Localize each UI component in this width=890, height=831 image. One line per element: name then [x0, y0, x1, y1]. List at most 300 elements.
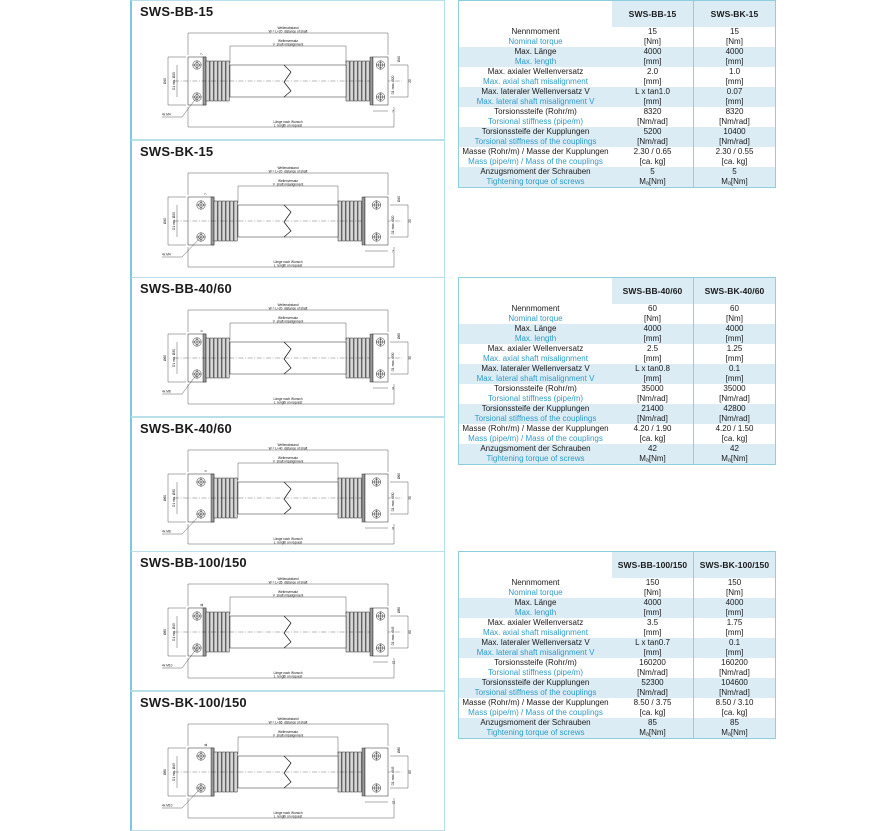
spec-value-cell [694, 324, 776, 344]
spec-value: 4.20 / 1.90 [633, 424, 672, 433]
spec-value: 42 [648, 444, 657, 453]
table-row [459, 127, 776, 147]
spec-table [458, 551, 776, 739]
coupling-drawing-svg [132, 436, 445, 556]
svg-text:V shaft misalignment: V shaft misalignment [272, 42, 304, 47]
spec-unit: [ca. kg] [721, 434, 748, 443]
drawing-panel-bb [130, 0, 445, 140]
spec-label-en: Max. length [514, 57, 557, 66]
spec-unit: [Nm/rad] [637, 394, 668, 403]
spec-value: 5 [650, 167, 655, 176]
spec-unit: [Nm/rad] [637, 668, 668, 677]
spec-unit: [ca. kg] [721, 157, 748, 166]
table-row [459, 404, 776, 424]
spec-label-de: Masse (Rohr/m) / Masse der Kupplungen [462, 147, 609, 156]
spec-value-cell [694, 618, 776, 638]
svg-text:Ø40: Ø40 [163, 77, 167, 85]
svg-text:Länge nach Wunsch: Länge nach Wunsch [273, 396, 303, 401]
spec-unit: [mm] [725, 648, 744, 657]
spec-unit: [Nm] [644, 37, 661, 46]
svg-text:7: 7 [392, 109, 394, 114]
spec-unit: [mm] [643, 608, 662, 617]
spec-unit: [ca. kg] [639, 157, 666, 166]
spec-unit: [mm] [643, 57, 662, 66]
spec-label-cell [459, 598, 613, 618]
column-header-spacer [459, 278, 613, 305]
spec-value-cell [612, 47, 694, 67]
drawing-panel-bk [130, 691, 445, 831]
svg-text:V shaft misalignment: V shaft misalignment [272, 733, 304, 738]
spec-unit: [Nm/rad] [719, 688, 750, 697]
spec-value-cell [612, 67, 694, 87]
spec-unit: [mm] [725, 354, 744, 363]
svg-text:Ø60: Ø60 [397, 332, 401, 340]
spec-unit: Mₐ[Nm] [639, 454, 666, 463]
spec-value: 1.25 [726, 344, 743, 353]
spec-value: 150 [727, 578, 742, 587]
table-row [459, 384, 776, 404]
svg-text:9: 9 [392, 386, 394, 391]
spec-table-column [450, 551, 890, 739]
drawing-panel-bk [130, 140, 445, 280]
drawing-area [132, 570, 444, 690]
table-row [459, 618, 776, 638]
spec-label-cell [459, 324, 613, 344]
svg-text:D1 min. Ø45: D1 min. Ø45 [172, 623, 176, 641]
spec-value: 160200 [721, 658, 748, 667]
svg-text:L length on request: L length on request [273, 400, 303, 405]
svg-text:V shaft misalignment: V shaft misalignment [272, 319, 304, 324]
table-row [459, 107, 776, 127]
spec-label-cell [459, 27, 613, 47]
column-header-model: SWS-BB-40/60 [612, 278, 694, 305]
spec-value: 4000 [725, 47, 744, 56]
svg-text:7: 7 [392, 249, 394, 254]
spec-label-cell [459, 364, 613, 384]
spec-value-cell [694, 638, 776, 658]
spec-label-cell [459, 47, 613, 67]
svg-text:11: 11 [392, 660, 396, 665]
spec-value-cell [694, 658, 776, 678]
column-header-model: SWS-BB-100/150 [612, 552, 694, 579]
spec-value: 0.1 [728, 364, 741, 373]
svg-text:V shaft misalignment: V shaft misalignment [272, 593, 304, 598]
spec-label-en: Torsional stiffness (pipe/m) [488, 394, 583, 403]
spec-label-cell [459, 444, 613, 465]
drawing-title: SWS-BB-40/60 [140, 281, 232, 296]
column-header-spacer [459, 1, 613, 28]
table-header-row [459, 552, 776, 579]
spec-label-en: Torsional stiffness of the couplings [474, 414, 597, 423]
spec-value: 60 [730, 304, 739, 313]
spec-label-de: Max. lateraler Wellenversatz V [481, 364, 590, 373]
spec-value-cell [612, 618, 694, 638]
spec-value-cell [612, 638, 694, 658]
spec-table-column [450, 277, 890, 465]
spec-label-de: Torsionssteife der Kupplungen [481, 127, 590, 136]
spec-label-en: Mass (pipe/m) / Mass of the couplings [468, 157, 603, 166]
spec-label-cell [459, 678, 613, 698]
svg-text:W = L+20 distance of shaft: W = L+20 distance of shaft [268, 306, 308, 311]
svg-text:Wellenabstand: Wellenabstand [277, 25, 299, 30]
spec-label-cell [459, 107, 613, 127]
svg-text:Wellenversatz: Wellenversatz [278, 178, 298, 183]
svg-text:4x M8: 4x M8 [162, 529, 171, 534]
spec-value-cell [612, 167, 694, 188]
spec-label-de: Torsionssteife (Rohr/m) [494, 658, 577, 667]
spec-value-cell [612, 698, 694, 718]
coupling-drawing-svg [132, 19, 445, 139]
svg-text:Ø80: Ø80 [163, 628, 167, 636]
product-group [0, 551, 890, 831]
spec-label-cell [459, 167, 613, 188]
drawing-area [132, 436, 444, 556]
svg-text:W = L+66 distance of shaft: W = L+66 distance of shaft [268, 720, 308, 725]
svg-text:Wellenversatz: Wellenversatz [278, 589, 298, 594]
spec-label-en: Torsional stiffness (pipe/m) [488, 117, 583, 126]
table-header-row [459, 278, 776, 305]
table-row [459, 598, 776, 618]
spec-label-cell [459, 384, 613, 404]
drawing-title: SWS-BK-15 [140, 144, 214, 159]
spec-value-cell [694, 444, 776, 465]
svg-text:W = L+35 distance of shaft: W = L+35 distance of shaft [268, 580, 308, 585]
spec-label-cell [459, 304, 613, 324]
svg-text:Ø60: Ø60 [163, 494, 167, 502]
svg-text:9: 9 [392, 526, 394, 531]
table-row [459, 47, 776, 67]
table-row [459, 167, 776, 188]
spec-value: 5 [732, 167, 737, 176]
spec-unit: [mm] [725, 374, 744, 383]
spec-value: 85 [648, 718, 657, 727]
spec-value: 35000 [641, 384, 664, 393]
svg-text:W = L+40 distance of shaft: W = L+40 distance of shaft [268, 446, 308, 451]
spec-value-cell [694, 578, 776, 598]
table-row [459, 578, 776, 598]
spec-value: 8.50 / 3.75 [633, 698, 672, 707]
svg-text:Ø80: Ø80 [397, 746, 401, 754]
svg-text:D1 max. Ø20: D1 max. Ø20 [391, 75, 395, 95]
spec-value-cell [612, 678, 694, 698]
spec-unit: Mₐ[Nm] [639, 177, 666, 186]
spec-value-cell [694, 87, 776, 107]
spec-value-cell [694, 107, 776, 127]
spec-value: 2.30 / 0.65 [633, 147, 672, 156]
svg-text:D1 max. Ø20: D1 max. Ø20 [391, 215, 395, 235]
spec-table [458, 0, 776, 188]
column-header-model: SWS-BB-15 [612, 1, 694, 28]
spec-value-cell [694, 718, 776, 739]
spec-value: 150 [645, 578, 660, 587]
spec-value: 8320 [725, 107, 744, 116]
spec-value: 5200 [643, 127, 662, 136]
svg-text:20: 20 [408, 219, 412, 223]
spec-label-cell [459, 424, 613, 444]
spec-value-cell [694, 344, 776, 364]
spec-unit: Mₐ[Nm] [721, 454, 748, 463]
spec-value-cell [612, 384, 694, 404]
spec-value-cell [612, 364, 694, 384]
svg-text:9: 9 [200, 330, 204, 332]
spec-value: 1.75 [726, 618, 743, 627]
spec-label-de: Nennmoment [511, 27, 560, 36]
spec-unit: [ca. kg] [721, 708, 748, 717]
spec-value: 52300 [641, 678, 664, 687]
spec-unit: [Nm] [644, 588, 661, 597]
spec-label-cell [459, 718, 613, 739]
spec-label-en: Max. lateral shaft misalignment V [476, 97, 595, 106]
spec-unit: [Nm/rad] [637, 688, 668, 697]
svg-text:L length on request: L length on request [273, 540, 303, 545]
svg-text:Länge nach Wunsch: Länge nach Wunsch [273, 670, 303, 675]
spec-label-en: Max. axial shaft misalignment [483, 77, 588, 86]
svg-text:11: 11 [200, 603, 204, 607]
drawing-title: SWS-BK-100/150 [140, 695, 247, 710]
spec-unit: Mₐ[Nm] [721, 177, 748, 186]
spec-unit: [Nm/rad] [719, 414, 750, 423]
svg-text:D1 max. Ø45: D1 max. Ø45 [391, 626, 395, 646]
spec-value: 4.20 / 1.50 [715, 424, 754, 433]
drawing-title: SWS-BK-40/60 [140, 421, 232, 436]
spec-unit: [mm] [643, 334, 662, 343]
spec-value-cell [612, 324, 694, 344]
table-row [459, 364, 776, 384]
spec-value: 42800 [723, 404, 746, 413]
svg-text:D1 max. Ø45: D1 max. Ø45 [391, 766, 395, 786]
spec-value: 4000 [725, 598, 744, 607]
spec-label-cell [459, 578, 613, 598]
column-header-model: SWS-BK-40/60 [694, 278, 776, 305]
spec-value: 2.5 [646, 344, 659, 353]
spec-label-de: Torsionssteife (Rohr/m) [494, 384, 577, 393]
svg-text:L length on request: L length on request [273, 123, 303, 128]
spec-unit: [mm] [643, 374, 662, 383]
svg-text:D1 min. Ø45: D1 min. Ø45 [172, 763, 176, 781]
spec-label-de: Max. axialer Wellenversatz [487, 618, 584, 627]
spec-unit: [mm] [725, 608, 744, 617]
svg-text:Wellenabstand: Wellenabstand [277, 442, 299, 447]
svg-text:L length on request: L length on request [273, 263, 303, 268]
spec-label-de: Max. axialer Wellenversatz [487, 344, 584, 353]
column-header-model: SWS-BK-100/150 [694, 552, 776, 579]
spec-value-cell [612, 107, 694, 127]
table-row [459, 698, 776, 718]
svg-text:11: 11 [204, 743, 208, 747]
spec-unit: [Nm] [726, 588, 743, 597]
svg-text:Wellenversatz: Wellenversatz [278, 455, 298, 460]
spec-value: 0.1 [728, 638, 741, 647]
coupling-drawing-svg [132, 570, 445, 690]
spec-unit: [Nm] [644, 314, 661, 323]
spec-unit: [mm] [643, 354, 662, 363]
spec-value-cell [612, 658, 694, 678]
svg-text:Wellenversatz: Wellenversatz [278, 38, 298, 43]
spec-label-en: Tightening torque of screws [486, 728, 585, 737]
spec-value-cell [612, 344, 694, 364]
spec-label-de: Torsionssteife der Kupplungen [481, 678, 590, 687]
svg-text:D1 min. Ø30: D1 min. Ø30 [172, 489, 176, 507]
coupling-drawing-svg [132, 159, 445, 279]
table-row [459, 678, 776, 698]
svg-text:V shaft misalignment: V shaft misalignment [272, 182, 304, 187]
table-row [459, 658, 776, 678]
svg-text:D1 min. Ø20: D1 min. Ø20 [172, 212, 176, 230]
table-row [459, 638, 776, 658]
spec-value-cell [694, 404, 776, 424]
product-group [0, 0, 890, 280]
spec-label-en: Max. lateral shaft misalignment V [476, 648, 595, 657]
spec-unit: [mm] [725, 628, 744, 637]
svg-text:7: 7 [200, 53, 204, 55]
spec-label-cell [459, 67, 613, 87]
coupling-drawing-svg [132, 296, 445, 416]
spec-label-en: Tightening torque of screws [486, 177, 585, 186]
spec-unit: Mₐ[Nm] [721, 728, 748, 737]
spec-label-en: Nominal torque [508, 588, 563, 597]
spec-label-en: Torsional stiffness of the couplings [474, 137, 597, 146]
svg-text:D1 max. Ø30: D1 max. Ø30 [391, 492, 395, 512]
spec-unit: [mm] [643, 628, 662, 637]
svg-text:20: 20 [408, 79, 412, 83]
drawing-area [132, 159, 444, 279]
spec-value: 8320 [643, 107, 662, 116]
svg-text:Ø60: Ø60 [397, 472, 401, 480]
svg-text:Wellenabstand: Wellenabstand [277, 576, 299, 581]
svg-text:4x M8: 4x M8 [162, 389, 171, 394]
spec-label-de: Nennmoment [511, 304, 560, 313]
svg-text:4x M4: 4x M4 [162, 112, 171, 117]
spec-value-cell [612, 87, 694, 107]
spec-unit: [Nm/rad] [637, 117, 668, 126]
svg-text:4x M4: 4x M4 [162, 252, 171, 257]
spec-value: 10400 [723, 127, 746, 136]
svg-text:Wellenabstand: Wellenabstand [277, 716, 299, 721]
spec-value: 4000 [643, 47, 662, 56]
spec-value-cell [694, 167, 776, 188]
spec-unit: Mₐ[Nm] [639, 728, 666, 737]
spec-label-de: Anzugsmoment der Schrauben [480, 167, 591, 176]
spec-label-en: Max. length [514, 608, 557, 617]
svg-text:9: 9 [204, 470, 208, 472]
svg-text:W = L+20 distance of shaft: W = L+20 distance of shaft [268, 29, 308, 34]
drawing-panel-bb [130, 277, 445, 417]
spec-label-de: Masse (Rohr/m) / Masse der Kupplungen [462, 698, 609, 707]
svg-text:Länge nach Wunsch: Länge nach Wunsch [273, 119, 303, 124]
spec-label-en: Nominal torque [508, 314, 563, 323]
spec-value: L x tan1.0 [635, 87, 670, 96]
spec-label-cell [459, 404, 613, 424]
spec-label-en: Max. length [514, 334, 557, 343]
spec-value-cell [612, 147, 694, 167]
spec-value-cell [694, 304, 776, 324]
spec-unit: [Nm/rad] [637, 414, 668, 423]
svg-text:4x M10: 4x M10 [162, 663, 173, 668]
svg-text:Ø40: Ø40 [163, 217, 167, 225]
svg-text:60: 60 [408, 770, 412, 774]
spec-value-cell [694, 147, 776, 167]
spec-value-cell [612, 444, 694, 465]
spec-value-cell [694, 67, 776, 87]
drawing-title: SWS-BB-100/150 [140, 555, 247, 570]
spec-unit: [mm] [725, 97, 744, 106]
spec-label-en: Mass (pipe/m) / Mass of the couplings [468, 708, 603, 717]
spec-label-cell [459, 658, 613, 678]
drawings-column [0, 277, 450, 557]
svg-text:Länge nach Wunsch: Länge nach Wunsch [273, 259, 303, 264]
table-row [459, 147, 776, 167]
spec-unit: [Nm/rad] [637, 137, 668, 146]
svg-text:Ø40: Ø40 [397, 195, 401, 203]
svg-text:Wellenabstand: Wellenabstand [277, 165, 299, 170]
spec-label-en: Mass (pipe/m) / Mass of the couplings [468, 434, 603, 443]
drawing-title: SWS-BB-15 [140, 4, 214, 19]
spec-value-cell [694, 598, 776, 618]
spec-unit: [mm] [725, 77, 744, 86]
spec-label-de: Max. lateraler Wellenversatz V [481, 638, 590, 647]
spec-label-de: Max. axialer Wellenversatz [487, 67, 584, 76]
spec-value: 85 [730, 718, 739, 727]
svg-text:D1 max. Ø30: D1 max. Ø30 [391, 352, 395, 372]
spec-value-cell [612, 27, 694, 47]
svg-text:Länge nach Wunsch: Länge nach Wunsch [273, 536, 303, 541]
spec-value: 15 [648, 27, 657, 36]
svg-text:Ø60: Ø60 [163, 354, 167, 362]
svg-text:60: 60 [408, 630, 412, 634]
table-row [459, 304, 776, 324]
spec-label-en: Max. axial shaft misalignment [483, 628, 588, 637]
spec-unit: [mm] [643, 77, 662, 86]
spec-label-de: Nennmoment [511, 578, 560, 587]
svg-text:Ø80: Ø80 [163, 768, 167, 776]
spec-label-cell [459, 698, 613, 718]
svg-text:L length on request: L length on request [273, 674, 303, 679]
spec-value-cell [694, 127, 776, 147]
spec-value: 42 [730, 444, 739, 453]
spec-value: L x tan0.8 [635, 364, 670, 373]
spec-label-cell [459, 638, 613, 658]
spec-unit: [ca. kg] [639, 708, 666, 717]
drawing-area [132, 710, 444, 830]
table-row [459, 718, 776, 739]
drawings-column [0, 551, 450, 831]
spec-table [458, 277, 776, 465]
svg-text:11: 11 [392, 800, 396, 805]
spec-label-en: Max. axial shaft misalignment [483, 354, 588, 363]
spec-value: 4000 [643, 324, 662, 333]
spec-label-de: Anzugsmoment der Schrauben [480, 718, 591, 727]
table-header-row [459, 1, 776, 28]
table-row [459, 324, 776, 344]
spec-label-de: Max. lateraler Wellenversatz V [481, 87, 590, 96]
spec-value: 8.50 / 3.10 [715, 698, 754, 707]
spec-value: 15 [730, 27, 739, 36]
spec-value: L x tan0.7 [635, 638, 670, 647]
spec-value-cell [694, 384, 776, 404]
svg-text:W = L+20 distance of shaft: W = L+20 distance of shaft [268, 169, 308, 174]
spec-label-en: Tightening torque of screws [486, 454, 585, 463]
spec-value: 1.0 [728, 67, 741, 76]
spec-value: 0.07 [726, 87, 743, 96]
spec-value-cell [612, 127, 694, 147]
svg-text:D1 min. Ø30: D1 min. Ø30 [172, 349, 176, 367]
spec-value-cell [694, 678, 776, 698]
svg-text:30: 30 [408, 356, 412, 360]
table-row [459, 444, 776, 465]
spec-value: 4000 [725, 324, 744, 333]
coupling-drawing-svg [132, 710, 445, 830]
spec-value-cell [612, 404, 694, 424]
